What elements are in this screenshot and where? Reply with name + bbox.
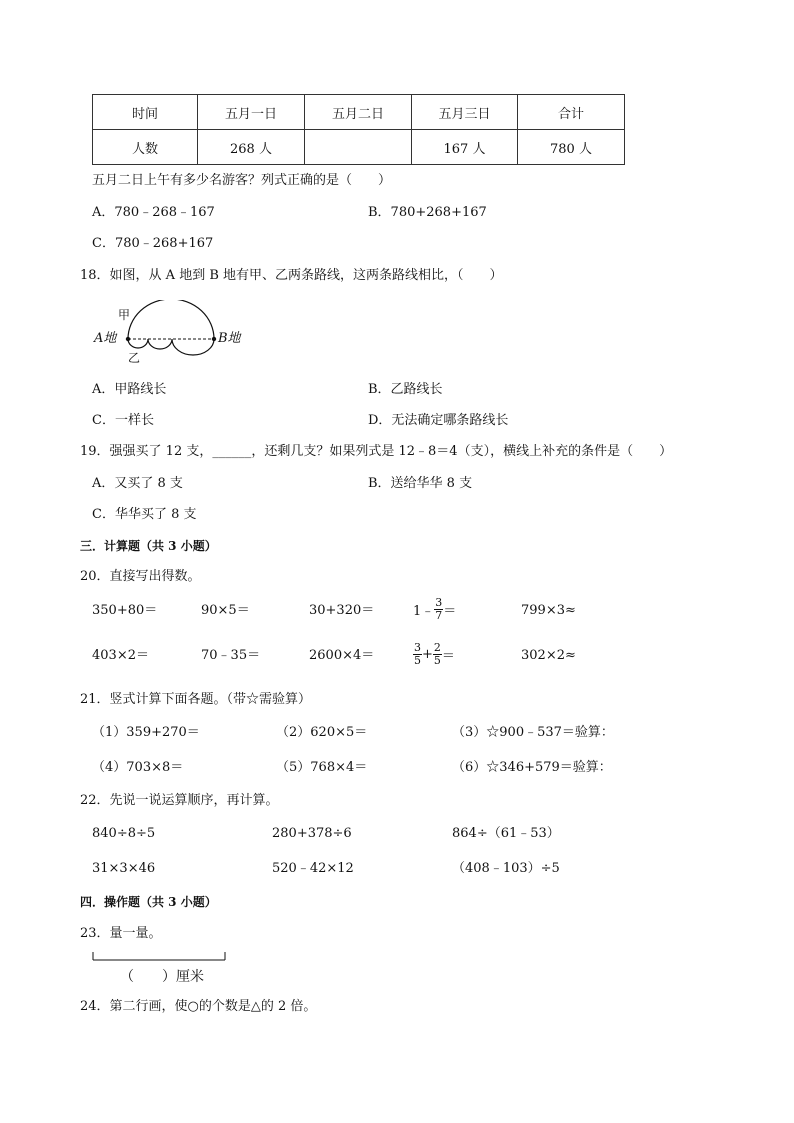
table-row	[93, 130, 625, 165]
q19-stem: 19．强强买了 12 支，______，还剩几支？如果列式是 12﹣8＝4（支），横线上补充的条件是（ ）	[80, 444, 673, 459]
frac-suffix: ＝	[441, 649, 455, 664]
q18-option-d: D．无法确定哪条路线长	[368, 413, 509, 428]
table-cell: 780 人	[518, 130, 625, 165]
table-header-row	[93, 95, 625, 130]
vertical-calc-item: （4）703×8＝	[92, 760, 184, 775]
calc-item: 350+80＝	[92, 603, 158, 618]
calc-item: 403×2＝	[92, 648, 149, 663]
q19-option-c: C．华华买了 8 支	[92, 507, 197, 522]
label-b: B地	[218, 331, 241, 346]
q19-option-a: A．又买了 8 支	[92, 476, 183, 491]
point-b	[212, 337, 216, 341]
route-diagram	[90, 300, 270, 370]
vertical-calc-item: （6）☆346+579＝验算：	[452, 760, 612, 775]
calc-item: 90×5＝	[201, 603, 250, 618]
calc-item: 70﹣35＝	[201, 648, 261, 663]
table-header-cell: 五月一日	[198, 95, 305, 130]
fraction-numerator: 3	[414, 641, 421, 654]
q17-stem: 五月二日上午有多少名游客？列式正确的是（ ）	[92, 173, 392, 188]
order-calc-item: 31×3×46	[92, 861, 156, 876]
q23-stem: 23．量一量。	[80, 926, 162, 941]
table-header-cell: 五月二日	[305, 95, 412, 130]
q17-option-a: A．780﹣268﹣167	[92, 205, 215, 220]
table-header-cell: 五月三日	[412, 95, 518, 130]
q22-stem: 22．先说一说运算顺序，再计算。	[80, 793, 279, 808]
fraction-denominator: 5	[414, 654, 421, 667]
q23-answer-blank[interactable]: （ ）厘米	[120, 969, 204, 985]
q24-stem: 24．第二行画，使○的个数是△的 2 倍。	[80, 999, 317, 1014]
q21-stem: 21．竖式计算下面各题。（带☆需验算）	[80, 692, 312, 707]
frac-suffix: ＝	[443, 604, 457, 619]
q17-option-c: C．780﹣268+167	[92, 236, 214, 251]
fraction-numerator: 2	[433, 641, 441, 654]
q18-option-b: B．乙路线长	[368, 382, 443, 397]
section-4-title: 四．操作题（共 3 小题）	[80, 895, 217, 909]
vertical-calc-item: （5）768×4＝	[276, 760, 368, 775]
calc-item: 302×2≈	[521, 648, 576, 663]
vertical-calc-item: （2）620×5＝	[276, 725, 368, 740]
order-calc-item: 520﹣42×12	[272, 861, 354, 876]
order-calc-item: 840÷8÷5	[92, 826, 156, 841]
table-cell: 167 人	[412, 130, 518, 165]
q18-stem: 18．如图，从 A 地到 B 地有甲、乙两条路线，这两条路线相比，（ ）	[80, 268, 503, 283]
order-calc-item: （408﹣103）÷5	[452, 861, 560, 876]
fraction-denominator: 7	[435, 609, 443, 622]
label-a: A地	[94, 331, 117, 346]
table-cell	[305, 130, 412, 165]
frac-operator: +	[422, 647, 433, 662]
order-calc-item: 280+378÷6	[272, 826, 352, 841]
q18-option-a: A．甲路线长	[92, 382, 167, 397]
fraction-expression-1	[413, 597, 456, 622]
label-jia: 甲	[118, 308, 131, 322]
calc-item: 799×3≈	[521, 603, 576, 618]
route-yi-arcs	[128, 339, 214, 355]
q20-stem: 20．直接写出得数。	[80, 569, 201, 584]
q17-option-b: B．780+268+167	[368, 205, 487, 220]
q19-option-b: B．送给华华 8 支	[368, 476, 473, 491]
table-cell: 人数	[93, 130, 198, 165]
frac-prefix: 1﹣	[413, 604, 435, 619]
fraction-denominator: 5	[433, 654, 441, 667]
vertical-calc-item: （1）359+270＝	[92, 725, 200, 740]
fraction-numerator: 3	[435, 596, 443, 609]
fraction	[434, 597, 443, 622]
fraction	[433, 642, 442, 667]
section-3-title: 三．计算题（共 3 小题）	[80, 539, 217, 553]
table-header-cell: 合计	[518, 95, 625, 130]
calc-item: 30+320＝	[309, 603, 375, 618]
point-a	[126, 337, 130, 341]
fraction-expression-2	[413, 642, 455, 667]
fraction	[413, 642, 422, 667]
calc-item: 2600×4＝	[309, 648, 375, 663]
table-header-cell: 时间	[93, 95, 198, 130]
measure-line-segment	[92, 950, 232, 964]
q18-option-c: C．一样长	[92, 413, 154, 428]
label-yi: 乙	[128, 351, 141, 365]
visitor-table	[92, 94, 625, 165]
route-jia-arc	[128, 300, 214, 339]
table-cell: 268 人	[198, 130, 305, 165]
order-calc-item: 864÷（61﹣53）	[452, 826, 560, 841]
vertical-calc-item: （3）☆900﹣537＝验算：	[452, 725, 614, 740]
